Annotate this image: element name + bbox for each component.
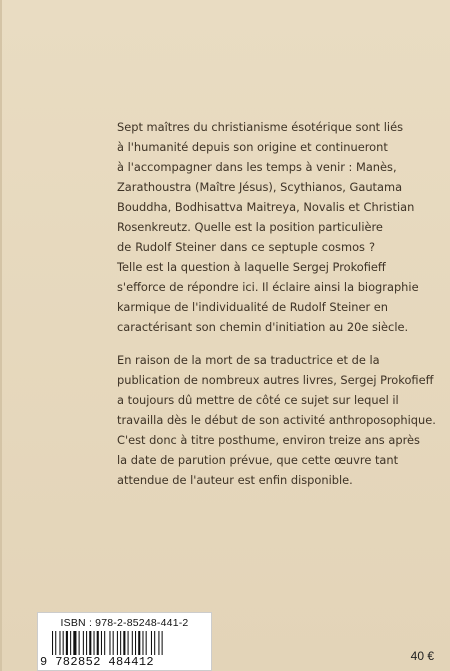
blurb-line: la date de parution prévue, que cette œuvre tant <box>117 453 399 467</box>
blurb-line: travailla dès le début de son activité anthroposophique. <box>117 413 436 427</box>
blurb-paragraph-1 <box>117 117 419 337</box>
blurb-line: a toujours dû mettre de côté ce sujet sur lequel il <box>117 393 399 407</box>
isbn-barcode <box>37 612 212 671</box>
blurb-line: En raison de la mort de sa traductrice et de la <box>117 353 380 367</box>
blurb-line: Bouddha, Bodhisattva Maitreya, Novalis et Christian <box>117 200 415 214</box>
barcode-digits: 9 782852 484412 <box>40 655 210 669</box>
blurb-line: Telle est la question à laquelle Sergej Prokofieff <box>117 260 386 274</box>
blurb-line: Rosenkreutz. Quelle est la position particulière <box>117 220 383 234</box>
blurb-line: Zarathoustra (Maître Jésus), Scythianos, Gautama <box>117 180 403 194</box>
blurb-line: à l'humanité depuis son origine et continueront <box>117 140 388 154</box>
isbn-label: ISBN : 978-2-85248-441-2 <box>60 617 189 629</box>
blurb-line: attendue de l'auteur est enfin disponible. <box>117 473 353 487</box>
blurb-line: Sept maîtres du christianisme ésotérique sont liés <box>117 120 404 134</box>
blurb-line: C'est donc à titre posthume, environ treize ans après <box>117 433 420 447</box>
blurb-line: caractérisant son chemin d'initiation au 20e siècle. <box>117 320 409 334</box>
blurb-line: karmique de l'individualité de Rudolf Steiner en <box>117 300 388 314</box>
blurb-paragraph-2 <box>117 350 436 490</box>
blurb-line: publication de nombreux autres livres, Sergej Prokofieff <box>117 373 434 387</box>
blurb-line: s'efforce de répondre ici. Il éclaire ainsi la biographie <box>117 280 419 294</box>
blurb-line: à l'accompagner dans les temps à venir : Manès, <box>117 160 397 174</box>
blurb-line: de Rudolf Steiner dans ce septuple cosmos ? <box>117 240 375 254</box>
price-label: 40 € <box>410 649 434 663</box>
